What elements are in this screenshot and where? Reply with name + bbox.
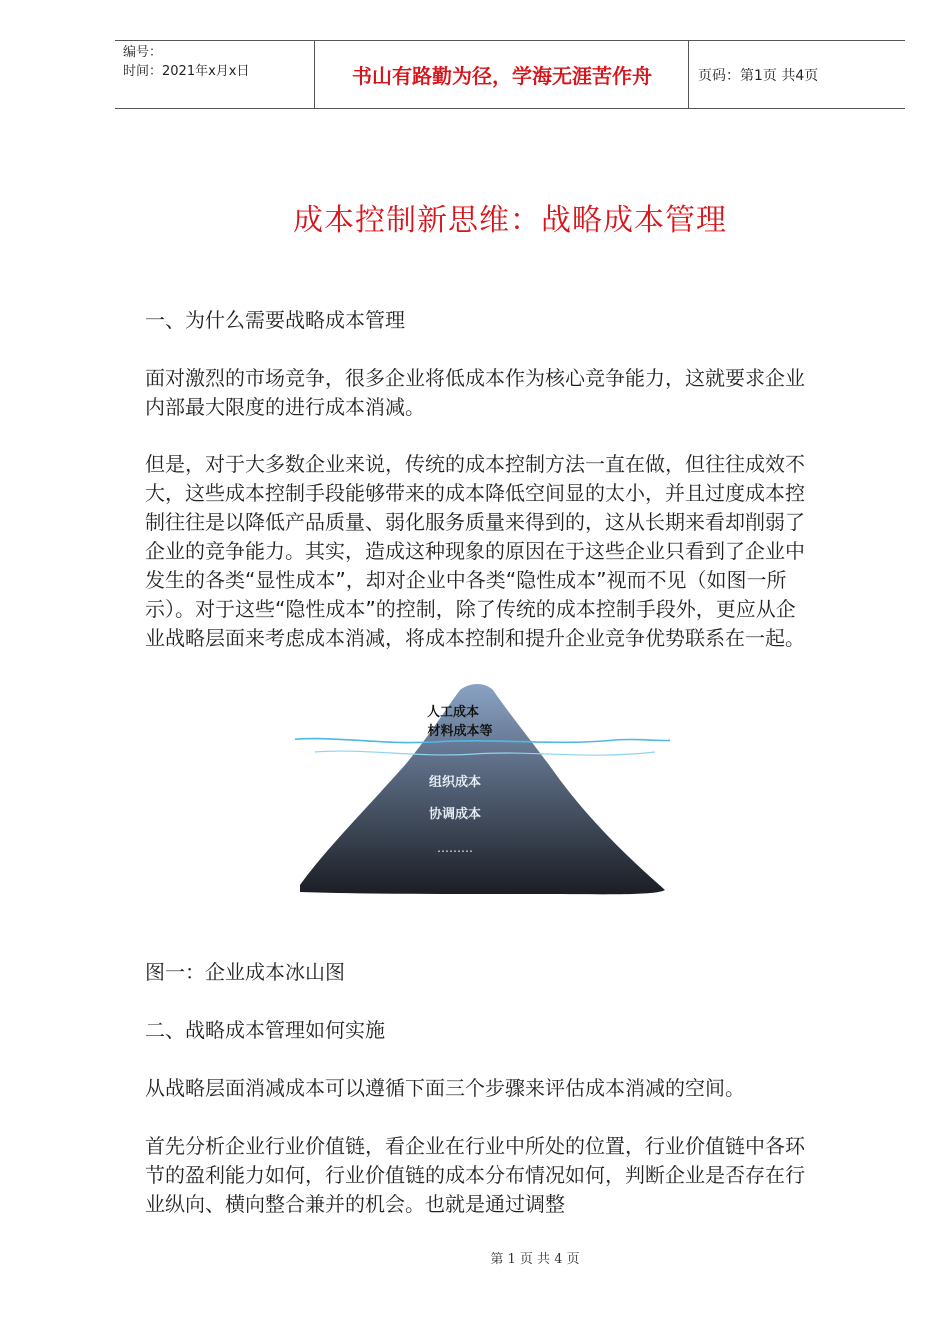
paragraph-1: 面对激烈的市场竞争，很多企业将低成本作为核心竞争能力，这就要求企业内部最大限度的进行成本消减。	[145, 366, 805, 419]
header-table	[115, 40, 905, 109]
header-motto: 书山有路勤为径，学海无涯苦作舟	[316, 41, 689, 108]
paragraph-3: 从战略层面消减成本可以遵循下面三个步骤来评估成本消减的空间。	[145, 1076, 745, 1100]
section2-heading: 二、战略成本管理如何实施	[145, 1018, 385, 1042]
time-label: 时间：2021年x月x日	[123, 64, 250, 79]
number-label: 编号：	[123, 45, 163, 60]
document-title: 成本控制新思维：战略成本管理	[293, 203, 727, 238]
figure-caption: 图一：企业成本冰山图	[145, 960, 345, 984]
iceberg-label-labor: 人工成本	[426, 705, 480, 720]
header-page-info: 页码：第1页 共4页	[698, 67, 819, 84]
paragraph-4: 首先分析企业行业价值链，看企业在行业中所处的位置，行业价值链中各环节的盈利能力如何，行业价值链的成本分布情况如何，判断企业是否存在行业纵向、横向整合兼并的机会。也就是通过调整	[145, 1134, 805, 1216]
iceberg-label-coordination: 协调成本	[428, 807, 482, 822]
iceberg-label-material: 材料成本等	[427, 724, 493, 739]
iceberg-label-organization: 组织成本	[428, 775, 482, 790]
iceberg-shape	[300, 684, 665, 894]
iceberg-figure	[295, 680, 670, 900]
page-footer: 第 1 页 共 4 页	[490, 1252, 580, 1267]
paragraph-2: 但是，对于大多数企业来说，传统的成本控制方法一直在做，但往往成效不大，这些成本控制手段能够带来的成本降低空间显的太小，并且过度成本控制往往是以降低产品质量、弱化服务质量来得到的，这从长期来看却削弱了企业的竞争能力。其实，造成这种现象的原因在于这些企业只看到了企业中发生的各类“显性成本”，却对企业中各类“隐性成本”视而不见（如图一所示）。对于这些“隐性成本”的控制，除了传统的成本控制手段外，更应从企业战略层面来考虑成本消减，将成本控制和提升企业竞争优势联系在一起。	[145, 452, 805, 650]
section1-heading: 一、为什么需要战略成本管理	[145, 308, 405, 332]
header-meta-cell	[115, 41, 315, 108]
iceberg-label-ellipsis: ………	[437, 841, 473, 855]
